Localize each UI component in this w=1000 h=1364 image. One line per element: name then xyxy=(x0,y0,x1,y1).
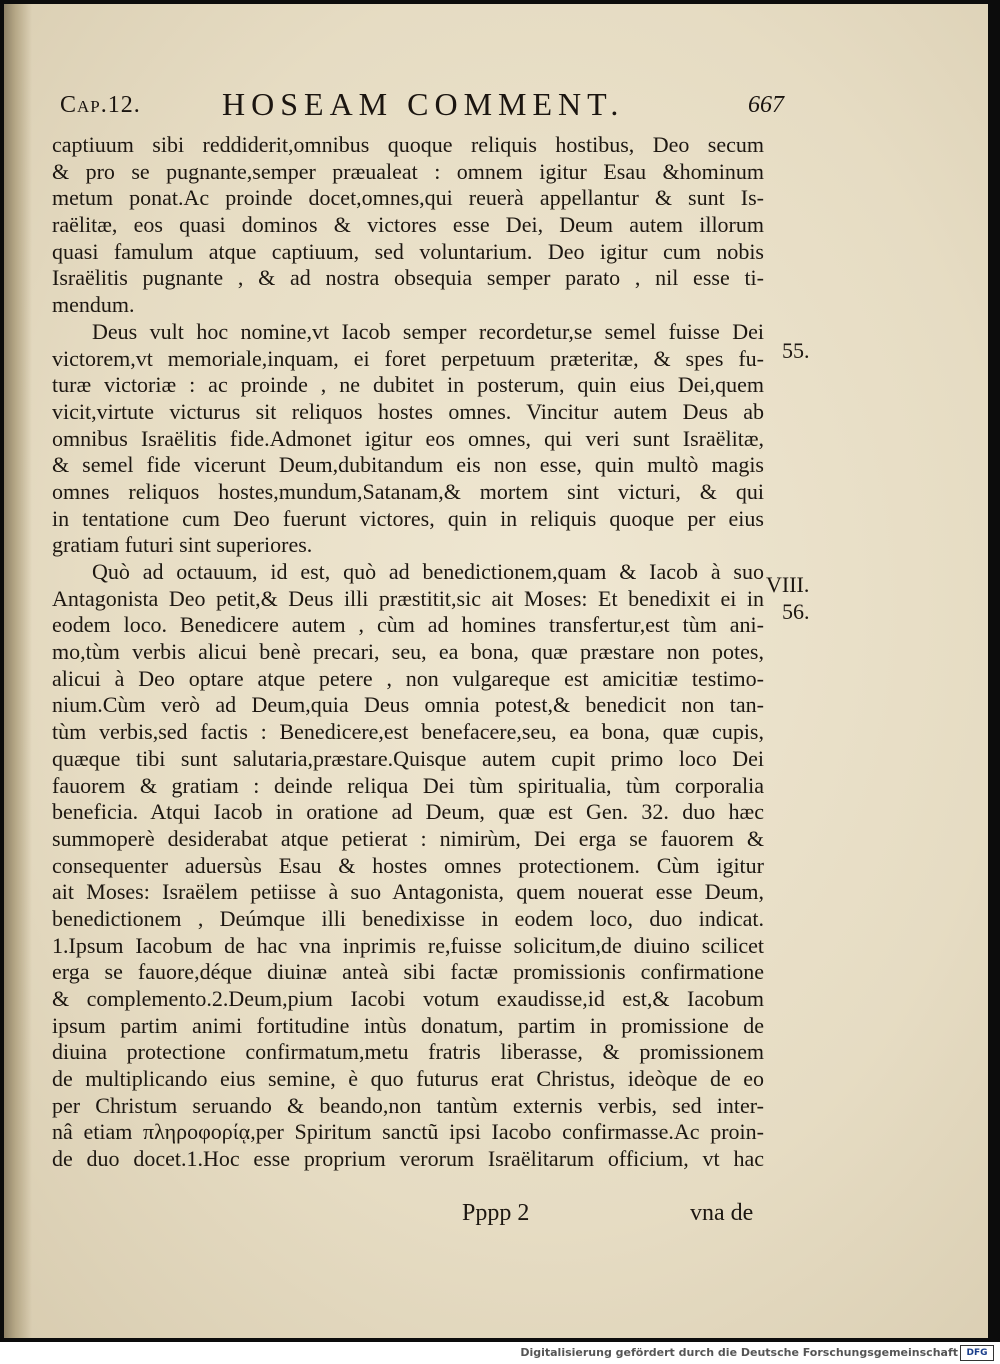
margin-note-55: 55. xyxy=(782,338,810,363)
text-line: Israëlitis pugnante , & ad nostra obsequia semper parato , nil esse ti- xyxy=(52,265,764,291)
text-line: Deus vult hoc nomine,vt Iacob semper recordetur,se semel fuisse Dei xyxy=(92,318,764,344)
text-line: consequenter aduersùs Esau & hostes omnes protectionem. Cùm igitur xyxy=(52,852,764,878)
text-line: in tentatione cum Deo fuerunt victores, quin in reliquis quoque per eius xyxy=(52,505,764,531)
text-line: & complemento.2.Deum,pium Iacobi votum exaudisse,id est,& Iacobum xyxy=(52,986,764,1011)
text-line: mo,tùm verbis alicui benè precari, seu, ea bona, quæ præstare non potes, xyxy=(52,639,764,665)
text-line: de multiplicando eius semine, è quo futurus erat Christus, ideòque de eo xyxy=(52,1066,764,1092)
signature-mark: Pppp 2 xyxy=(462,1200,530,1226)
text-line: ipsum partim animi fortitudine intùs donatum, partim in promissione de xyxy=(52,1012,764,1038)
text-line: de duo docet.1.Hoc esse proprium verorum Israëlitarum officium, vt hac xyxy=(52,1146,764,1172)
body-text xyxy=(52,132,764,1173)
text-line: summoperè desiderabat atque petierat : nimirùm, Dei erga se fauorem & xyxy=(52,825,764,851)
margin-note-56: 56. xyxy=(782,599,810,624)
text-line: quasi famulum atque captiuum, sed voluntarium. Deo igitur cum nobis xyxy=(52,238,764,264)
text-line: raëlitæ, eos quasi dominos & victores esse Dei, Deum autem illorum xyxy=(52,212,764,238)
running-header xyxy=(60,86,784,132)
text-line: fauorem & gratiam : deinde reliqua Dei tùm spiritualia, tùm corporalia xyxy=(52,772,764,798)
margin-note-viii: VIII. xyxy=(766,572,810,597)
text-line: mendum. xyxy=(52,292,135,318)
text-line: tùm verbis,sed factis : Benedicere,est benefacere,seu, ea bona, quæ cupis, xyxy=(52,719,764,745)
text-line: gratiam futuri sint superiores. xyxy=(52,532,313,558)
text-line: Quò ad octauum, id est, quò ad benedictionem,quam & Iacob à suo xyxy=(92,559,764,584)
text-line: Antagonista Deo petit,& Deus illi præstitit,sic ait Moses: Et benedixit ei in xyxy=(52,585,764,611)
book-page xyxy=(4,4,988,1338)
text-line: eodem loco. Benedicere autem , cùm ad homines transfertur,est tùm ani- xyxy=(52,612,764,638)
text-line: beneficia. Atqui Iacob in oratione ad Deum, quæ est Gen. 32. duo hæc xyxy=(52,799,764,825)
catchword: vna de xyxy=(690,1200,754,1226)
text-line: nium.Cùm verò ad Deum,quia Deus omnia potest,& benedicit non tan- xyxy=(52,692,764,718)
page-number: 667 xyxy=(748,92,784,118)
text-line: metum ponat.Ac proinde docet,omnes,qui reuerà appellantur & sunt Is- xyxy=(52,185,764,211)
dfg-logo: DFG xyxy=(960,1345,994,1361)
text-line: & semel fide vicerunt Deum,dubitandum eis non esse, quin multò magis xyxy=(52,452,764,478)
text-line: erga se fauore,déque diuinæ anteà sibi factæ promissionis confirmatione xyxy=(52,959,764,985)
text-line: turæ victoriæ : ac proinde , ne dubitet in posterum, quin eius Dei,quem xyxy=(52,372,764,398)
text-line: benedictionem , Deúmque illi benedixisse in eodem loco, duo indicat. xyxy=(52,905,764,931)
text-line: alicui à Deo optare atque petere , non vulgareque est amicitiæ testimo- xyxy=(52,665,764,691)
text-line: omnes reliquos hostes,mundum,Satanam,& mortem sint victuri, & qui xyxy=(52,478,764,504)
text-line: captiuum sibi reddiderit,omnibus quoque reliquis hostibus, Deo secum xyxy=(52,132,764,157)
text-line: nâ etiam πληροφορίᾳ,per Spiritum sanctũ ipsi Iacobo confirmasse.Ac proin- xyxy=(52,1119,764,1145)
text-line: & pro se pugnante,semper præualeat : omnem igitur Esau &hominum xyxy=(52,158,764,184)
chapter-label: Cap.12. xyxy=(60,92,141,118)
text-line: ait Moses: Israëlem petiisse à suo Antagonista, quem nouerat esse Deum, xyxy=(52,879,764,905)
text-line: quæque tibi sunt salutaria,præstare.Quisque autem cupit primo loco Dei xyxy=(52,745,764,771)
text-line: victorem,vt memoriale,inquam, ei foret perpetuum præteritæ, & spes fu- xyxy=(52,345,764,371)
text-line: omnibus Israëlitis fide.Admonet igitur eos omnes, qui veri sunt Israëlitæ, xyxy=(52,425,764,451)
running-title: HOSEAM COMMENT. xyxy=(222,86,625,122)
digitization-credit-bar xyxy=(0,1342,1000,1364)
credit-text: Digitalisierung gefördert durch die Deutsche Forschungsgemeinschaft xyxy=(520,1346,958,1359)
text-line: diuina protectione confirmatum,metu fratris liberasse, & promissionem xyxy=(52,1039,764,1065)
page-gutter-shadow xyxy=(4,4,32,1338)
text-line: 1.Ipsum Iacobum de hac vna inprimis re,fuisse solicitum,de diuino scilicet xyxy=(52,932,764,958)
text-line: vicit,virtute victurus sit reliquos hostes omnes. Vincitur autem Deus ab xyxy=(52,398,764,424)
text-line: per Christum seruando & beando,non tantùm externis verbis, sed inter- xyxy=(52,1092,764,1118)
